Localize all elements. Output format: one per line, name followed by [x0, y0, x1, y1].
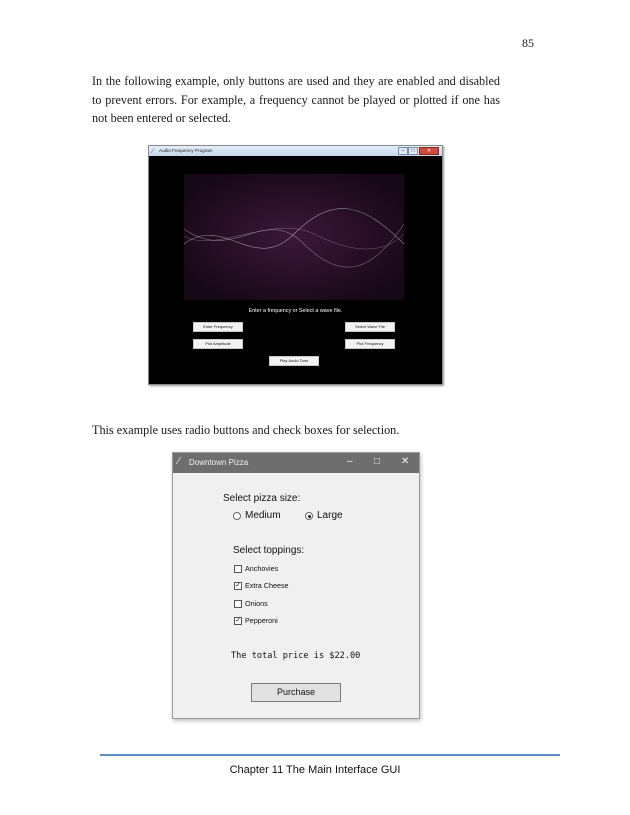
- radio-medium-label[interactable]: Medium: [245, 510, 281, 521]
- paragraph-radio-example: This example uses radio buttons and check boxes for selection.: [92, 423, 400, 437]
- toppings-label: Select toppings:: [233, 545, 305, 556]
- radio-large-label[interactable]: Large: [317, 510, 343, 521]
- sound-wave-image: [184, 174, 404, 300]
- close-icon[interactable]: ✕: [419, 147, 439, 155]
- audio-window-title: Audio Frequency Program: [159, 148, 213, 153]
- checkbox-anchovies[interactable]: [234, 565, 242, 573]
- pizza-window-titlebar: [173, 453, 419, 473]
- checkbox-anchovies-label[interactable]: Anchovies: [245, 564, 279, 573]
- audio-frequency-window: [148, 145, 443, 385]
- select-wave-file-button[interactable]: Select Wave File: [345, 322, 395, 332]
- paragraph-intro: In the following example, only buttons are used and they are enabled and disabled to prevent errors. For example, a frequency cannot be played or plotted if one has not been entered or selected.: [92, 74, 500, 125]
- pizza-window-title: Downtown Pizza: [189, 458, 249, 467]
- checkbox-extra-cheese-label[interactable]: Extra Cheese: [245, 581, 289, 590]
- chapter-footer: Chapter 11 The Main Interface GUI: [229, 764, 401, 776]
- enter-frequency-button[interactable]: Enter Frequency: [193, 322, 243, 332]
- close-icon[interactable]: ✕: [401, 456, 410, 467]
- maximize-icon[interactable]: □: [408, 147, 418, 155]
- feather-icon: ⁄: [152, 147, 154, 155]
- feather-icon: ⁄: [178, 456, 180, 467]
- audio-window-titlebar: [149, 146, 442, 156]
- footer-rule: [100, 754, 560, 756]
- minimize-icon[interactable]: –: [398, 147, 408, 155]
- purchase-button[interactable]: Purchase: [251, 683, 341, 702]
- checkbox-onions[interactable]: [234, 600, 242, 608]
- downtown-pizza-window: [172, 452, 420, 719]
- checkbox-extra-cheese[interactable]: ✓: [235, 582, 241, 589]
- maximize-icon[interactable]: □: [374, 456, 381, 467]
- radio-medium[interactable]: [233, 512, 241, 520]
- checkbox-pepperoni[interactable]: ✓: [235, 617, 241, 624]
- play-audio-tone-button[interactable]: Play Audio Tone: [269, 356, 319, 366]
- checkbox-onions-label[interactable]: Onions: [245, 599, 268, 608]
- total-price-label: The total price is $22.00: [231, 651, 361, 661]
- checkbox-pepperoni-label[interactable]: Pepperoni: [245, 616, 278, 625]
- audio-prompt: Enter a frequency or Select a wave file.: [248, 308, 343, 314]
- plot-frequency-button[interactable]: Plot Frequency: [345, 339, 395, 349]
- page-number: 85: [522, 36, 534, 50]
- size-label: Select pizza size:: [223, 493, 301, 504]
- minimize-icon[interactable]: –: [347, 456, 353, 467]
- radio-large[interactable]: [305, 512, 313, 520]
- plot-amplitude-button[interactable]: Plot Amplitude: [193, 339, 243, 349]
